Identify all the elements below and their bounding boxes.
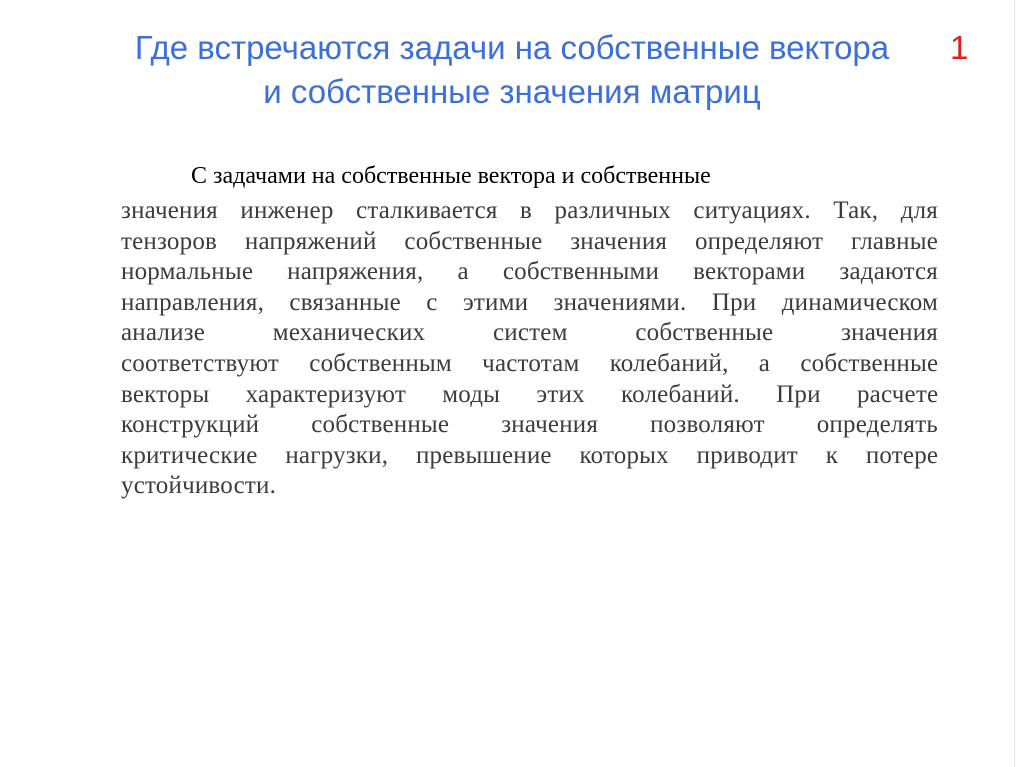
scanned-text-line: направления, связанные с этими значениями. При динамическом xyxy=(121,288,938,316)
lead-sentence: С задачами на собственные вектора и собственные xyxy=(191,163,711,189)
slide-title-line-1: Где встречаются задачи на собственные вектора xyxy=(134,29,890,66)
slide-border xyxy=(1014,0,1015,767)
scanned-text-line: векторы характеризуют моды этих колебаний. При расчете xyxy=(121,380,939,408)
slide-number: 1 xyxy=(950,29,969,66)
scanned-text-line: конструкций собственные значения позволяют определять xyxy=(121,411,938,439)
scanned-text-line: соответствуют собственным частотам колебаний, а собственные xyxy=(121,349,939,377)
scanned-text-line: тензоров напряжений собственные значения определяют главные xyxy=(121,227,939,255)
scanned-text-block xyxy=(121,196,938,502)
scanned-text-line: значения инженер сталкивается в различных ситуациях. Так, для xyxy=(121,197,938,224)
scanned-text-line: нормальные напряжения, а собственными векторами задаются xyxy=(121,258,938,286)
slide-title-line-2: и собственные значения матриц xyxy=(263,73,761,110)
scanned-text-line: критические нагрузки, превышение которых приводит к потере xyxy=(121,441,939,469)
scanned-text-line: анализе механических систем собственные значения xyxy=(121,319,938,347)
scanned-text-line: устойчивости. xyxy=(121,472,277,500)
